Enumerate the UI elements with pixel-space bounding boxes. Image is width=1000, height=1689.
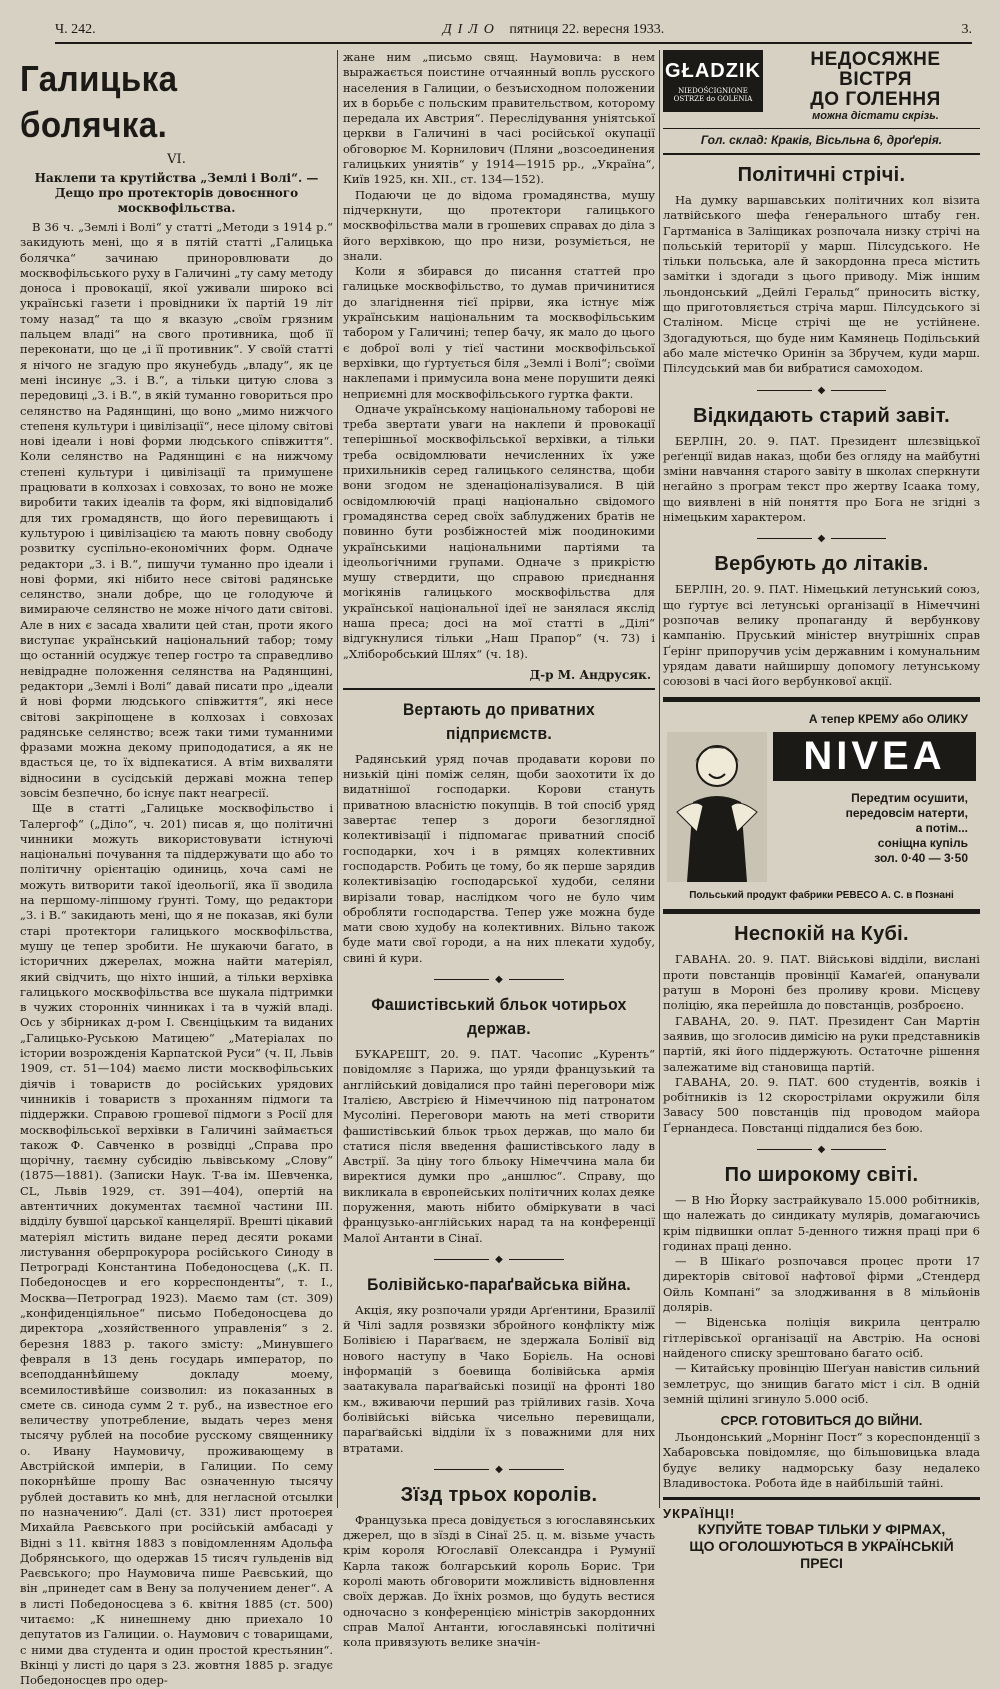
article-title: Галицька болячка. bbox=[20, 58, 178, 145]
headline-three-kings: Зїзд трьох королів. bbox=[400, 1483, 598, 1506]
divider: ◆ bbox=[343, 974, 655, 985]
article-paragraph: В 36 ч. „Землі і Волі“ у статті „Методи з 1914 р.“ закидують мені, що я в пятій статті „Галицька болячка“ зачинаю приноровлювати до москвофільського руху в Галичині „ту саму методу доноса і провокації, якої уживали широко всі українські газети і провідники їх партій 19 літ тому назад“ та що я вказую „своїм грязним пальцем владі“ на свого противника, щоб її переконати, що це „і її противник“. У своїй статті я нічого не згадую про якунебудь „владу“, як це мені інсинує „З. і В.“, а тільки цитую слова з передовиці „З. і В.“, в якій туманно говориться про селянство на Радянщині, що воно „мимо нижчого степеня культури і цивілізації“, несе цілому світові нові ідеали і нові форми людського співжиття“. Коли селянство на Радянщині є на нижчому степені культури і цивілізації та примушене працювати в колхозах і совхозах, то воно не може виробити таких ідеалів та форм, які відповідалиб для тих громадянств, що його перевищають і культурою і цивілізацією та мають повну свободу розвитку суспільно-економічних форм. Одначе редактори „З. і В.“, пишучи туманно про ідеали і нові форми, які нібито несе світові радянське селянство, знали добре, що це голодуюче й вимираюче селянство не може нічого дати світові. Але в них є засада хвалити цей стан, проти якого виступає український національний табор; тому що останній осуджує тепер гостро та справедливо невідрадне положення селянства на Радянщині, редактори „Землі і Волі“ давай писати про „ідеали й нові форми людського співжиття“, які несе світові закріпощене в колхозах і совхозах радянське селянство; всеж таки тими туманними фразами можна декому припододатися, а як не вдасться це, то їх відпекатися. А втім вихваляти відносини в сусідській державі можна тепер зовсім безпечно, бо існує пакт неагресії. bbox=[20, 220, 333, 800]
nivea-top: А тепер КРЕМУ або ОЛИКУ bbox=[808, 712, 968, 727]
headline-fascist-bloc: Фашистівський бльок чотирьох держав. bbox=[371, 995, 627, 1039]
issue-date: пятниця 22. вересня 1933. bbox=[509, 22, 665, 37]
divider bbox=[343, 688, 655, 690]
news-paragraph: БУКАРЕШТ, 20. 9. ПАТ. Часопис „Куренть“ повідомляє з Парижа, що уряди французький та англійський довідалися про тайні переговори між Італією, Австрією й Німеччиною під патронатом Мусоліні. Переговори мають на меті створити фашистівський бльок трьох держав, що мало би статися після введення фашистівського ладу в Австрії. За ціну того бльоку Німеччина мала би виректися думки про „аншлюс“. Справу, що викликала в європейських політичних колах деяке поруження, мають нібито обміркувати в часі французько-англійських нарад та на конференції Малої Антанти в Сінаї. bbox=[343, 1047, 655, 1245]
headline-old-testament: Відкидають старий завіт. bbox=[693, 404, 950, 427]
headline-bolivia-paraguay: Болівійсько-параґвайська війна. bbox=[367, 1274, 631, 1294]
ad-gladzik-address: Гол. склад: Краків, Вісьльна 6, дроґерія. bbox=[700, 133, 943, 147]
ad-gladzik-text: НЕДОСЯЖНЕ ВІСТРЯ ДО ГОЛЕННЯ можна дістати скрізь. bbox=[810, 49, 941, 122]
masthead-center bbox=[175, 22, 932, 38]
column-3 bbox=[663, 49, 980, 1572]
article-paragraph: Ще в статті „Галицьке москвофільство і Талергоф“ („Діло“, ч. 201) писав я, що політичні чинники можуть використовувати істнуючі національні почування та піддержувати що або то політичну орієнтацію одиниць, хоча самі не можуть витворити такої ідеольогії, яка її зводила на першому-ліпшому ґрунті. Тому, що редактори „З. і В.“ закидають мені, що я не показав, які були старі протектори галицького москвофільства, мушу це тепер зробити. Не шукаючи багато, в історичних джерелах, можна найти матеріял, який свідчить, що ніхто інший, а тільки верхівка галицького москвофільства все шукала підтримки в чужих сторонніх чинниках і та в чужій владі. Ось у збірниках д-ром І. Свєнціцьким та виданих „Галицько-Руською Матицею“ „Матеріалах по істории возрожденія Карпатской Руси“ (ч. II, Львів 1909, ст. 51—104) маємо листи москвофільських діячів і товариств до російських урядових чинників і товариств з проханням підмоги та піддержки. Справою грошевої підмоги з Росії для москвофільської верхівки в Галичині займається також Ф. Савченко в розвідці „Справа про щорічну, таємну субсидію львівському „Слову“ (1875—1881). (Записки Наук. Т-ва ім. Шевченка, CL, Львів 1929, ст. 391—404), опертій на автентичних документах таємної частини III. відділу бувшої царської канцелярії. Врешті цікавий матеріял містить видане перед десяти роками листування оберпрокурора російського Синоду в Петрограді Константина Победоносцева („К. П. Победоносцев и его корреспонденты“, т. I., Москва—Петроград 1923). Маємо там (ст. 309) „конфиденціяльное“ письмо Победоносцева до директора „хозяйственного управленія“ з 2. березня 1883 р. такого змісту: „Минувшего февраля в 13 день государь император, по всеподданнѣйшему докладу моему, всемилостивѣйше соизволил: из показанных в смете св. синода сумм 2 т. руб., на известное его величеству употребление, выдать через меня тысячу рублей на пособие русскому священнику о. Ивану Наумовичу, проживающему в Австрійской имперіи, в Галиции. По сему покорнѣйше прошу Вас означенную тысячу рублей доставить ко мнѣ, для негласной отсылки по назначению“. Далі (ст. 331) лист протоєрея Михайла Раєвського при російській амбасаді у Відні з 11. квітня 1883 з повідомленням Адольфа Добрянського, що одержав 15 тисяч гульденів від Раєвського; про Наумовича пише Раєвський, що він „принедет сам в Вену за получением денег“. А в листі Победоносцева з 6. квітня 1885 (ст. 500) читаємо: „К нинешнему дню приехало 10 депутатов из Галиции. о. Наумович с товарищами, с ними два студента и один простой крестьянин“. Вкінці у листі до царя з 23. жовтня 1885 р. згадує Победоносцев про одер- bbox=[20, 801, 334, 1688]
ad-gladzik bbox=[663, 50, 980, 129]
nivea-body bbox=[667, 732, 976, 882]
news-paragraph: БЕРЛІН, 20. 9. ПАТ. Президент шлєзвіцької реґенції видав наказ, щоби без огляду на майбутні зміни навчання старого завіту в школах сперкнути негайно з програм текст про жертву Ісаака тому, що виявлені в ній поняття про Бога не згідні з німецьким характером. bbox=[663, 433, 980, 525]
nivea-right: NIVEA Передтим осушити, передовсім натерти, а потім... соніщна купіль зол. 0·40 — 3·50 bbox=[773, 732, 976, 882]
divider: ◆ bbox=[663, 385, 980, 396]
divider: ◆ bbox=[663, 1144, 980, 1155]
article-lead: Наклепи та крутійства „Землі і Волі“. — Дещо про протекторів довоєнного москвофільства. bbox=[34, 171, 319, 215]
news-paragraph: — В Ню Йорку застрайкувало 15.000 робітників, що належать до синдикату мулярів, домагаючись крім підвишки оплат 5-денного тижня праці при 6 годинах праці денно. bbox=[663, 1192, 980, 1253]
divider: ◆ bbox=[343, 1464, 655, 1475]
nivea-manufacturer: Польський продукт фабрики PEBECO A. C. в Познані bbox=[689, 890, 954, 902]
column-rule bbox=[337, 50, 338, 1508]
news-paragraph: Французька преса довідується з югославянських джерел, що в зїзді в Сінаї 25. ц. м. візьме участь крім короля Югославії Олександра і Румунії Карла також болгарський король Борис. Три королі мають обговорити можливість відновлення своїх держав. До їхніх розмов, що будуть вестися одночасно з конференцією міністрів закордонних справ Малої Антанти, югославянські політичні кола привязують велике значін- bbox=[343, 1512, 655, 1650]
news-paragraph: БЕРЛІН, 20. 9. ПАТ. Німецький летунський союз, що ґуртує всі летунські організації в Німеччині розпочав велику пропаганду й вербункову кампанію. Пруський міністер внутрішніх справ Ґерінг припоручив усім державним і комунальним урядам давати найширшу допомогу летунському союзові в часі його вербункової акції. bbox=[663, 582, 980, 689]
divider: ◆ bbox=[663, 533, 980, 544]
nivea-brand: NIVEA bbox=[773, 732, 976, 781]
gladzik-logo: GŁADZIK NIEDOŚCIGNIONE OSTRZE do GOLENIA bbox=[663, 50, 763, 112]
column-1 bbox=[20, 50, 334, 1688]
divider: ◆ bbox=[343, 1254, 655, 1265]
news-paragraph: — Віденська поліція викрила централю гітлерівської організації на Австрію. На основі найденого списку зрештовано багато осіб. bbox=[663, 1315, 980, 1360]
woman-illustration bbox=[667, 732, 767, 882]
news-paragraph: ГАВАНА. 20. 9. ПАТ. Військові відділи, вислані проти повстанців провінції Камаґей, опанували ратуш в Мороні без проливу крови. Місцеву поліцію, яка перейшла до повстанців, розброєно. bbox=[663, 952, 980, 1013]
page-number: 3. bbox=[961, 22, 972, 37]
news-paragraph: На думку варшавських політичних кол візита латвійського шефа ґенерального штабу ген. Гартманіса в Заліщиках розпочала низку стрічі на польській території у марш. Пілсудського. Не тільки польська, але й закордонна преса містить замітки і здогади з цього приводу. Між іншим льондонський „Дейлі Геральд“ приносить вістку, що приготовляється стріча марш. Пілсудського зі Сталіном. Місце стрічі ще не устійнене. Здогадуються, що буде ним Камянець Подільський або мале містечко Оринін за Збручем, куди марш. Пілсудський мав би вибратися самоходом. bbox=[663, 193, 980, 376]
article-part-number: VI. bbox=[167, 152, 186, 167]
news-paragraph: ГАВАНА, 20. 9. ПАТ. Президент Сан Мартін заявив, що зголосив димісію на руки представників партій, які його піддержують. Остаточне рішення залежатиме від становища партій. bbox=[663, 1013, 980, 1074]
article-paragraph: жане ним „письмо свящ. Наумовича: в нем выражається поистине отчаянный вопль русского населения в Галиции, о безъисходном положении их в борьбе с польским правительством, которому передала их Австрия“. Переслідування уніятської церкви в Галичині в часі російської окупації обговорює М. Корнилович (Пляни „возсоединения галицьких униятів“ у 1914—1915 рр., „Україна“, Київ 1925, кн. XII., ст. 134—152). bbox=[343, 50, 655, 187]
ad-nivea bbox=[663, 697, 980, 914]
article-paragraph: Подаючи це до відома громадянства, мушу підчеркнути, що протектори галицького москвофільства мали в грошевих справах до діла з його верхівкою, що про низи, розуміється, не знали. bbox=[343, 187, 655, 263]
article-paragraph: Одначе українському національному таборові не треба звертати уваги на наклепи й провокації теперішньої москвофільської верхівки, а тільки треба освідомлювати нечисленних їх уже прихильників серед галицького селянства, щоби вони згодом не зденаціоналізувалися. В цій освідомлюючій праці національно свідомого громадянства серед своїх заблуджених братів не повинно бути розбіжностей між поодинокими українськими національними партіями та ідеольогічними групами. Одначе з прикрістю мушу ствердити, що справою приєднання могікянів галицького москвофільства для української національної ідеї не занялася якслід наша преса; досі на мої статті в „Ділі“ відгукнулися тільки „Наш Прапор“ (ч. 73) і „Хліборобський Шлях“ (ч. 18). bbox=[343, 401, 655, 661]
paper-name: ДІЛО bbox=[442, 22, 500, 37]
article-paragraph: Коли я збирався до писання статтей про галицьке москвофільство, то думав причинитися до злагіднення тієї прірви, яка істнує між українським національним та москвофільським табором у Галичині; тепер бачу, як мало до цього є доброї волі у тієї частини москвофільської верхівки, що ґуртується біля „Землі і Волі“; своїми наклепами і примусила вона мене порушити деякі неприємні для москвофільського гуртка факти. bbox=[343, 264, 655, 401]
headline-aviation-recruiting: Вербують до літаків. bbox=[714, 553, 929, 576]
nivea-price: зол. 0·40 — 3·50 bbox=[874, 851, 968, 866]
column-2 bbox=[343, 50, 655, 1650]
news-paragraph: Акція, яку розпочали уряди Арґентини, Бразилії й Чілі задля розвязки збройного конфлікту між Болівією і Параґваєм, не здержала Болівії від нового наступу в Чако Борієль. На основі інформацій з боевища болівійська армія заатакувала параґвайські позиції на фронті 180 км., вживаючи перший раз трійливих газів. Хоча болівійські війська чисельно перевищали, параґвайські відділи їх з поважними для них втратами. bbox=[343, 1302, 655, 1455]
headline-political-meetings: Політичні стрічі. bbox=[737, 164, 906, 186]
news-paragraph: Радянський уряд почав продавати корови по низькій ціні поміж селян, щоби заохотити їх до видатнішої господарки. Корови стануть приватною власністю покупців. В той спосіб уряд завертає тепер з дороги безоглядної колективізації і підпомагає приватний спосіб господарки, хоч і в рямцях колективних господарств. Робить це тому, бо як перше зарядив колективізацію господарської худоби, селяни вирізали товар, наслідком чого не було чим обробляти господарства. Тепер уже можна буде мати свою худобу на колективних. Вільно також буде мати свої городи, а на них плекати худобу, свині й кури. bbox=[343, 751, 655, 965]
notice-buy-ukrainian: УКРАЇНЦІ! КУПУЙТЕ ТОВАР ТІЛЬКИ У ФІРМАХ, ЩО ОГОЛОШУЮТЬСЯ В УКРАЇНСЬКІЙ ПРЕСІ bbox=[663, 1497, 980, 1572]
news-paragraph: ГАВАНА, 20. 9. ПАТ. 600 студентів, вояків і робітників із 12 скорострілами окружили біля Завасу 500 повстанців під проводом майора Ґернандеса. Повстанці піддалися без бою. bbox=[663, 1074, 980, 1135]
news-paragraph: — Китайську провінцію Шеґуан навістив сильний землетрус, що знищив багато міст і сіл. В одній земній щілині згинуло 5.000 осіб. bbox=[663, 1361, 980, 1406]
masthead bbox=[55, 18, 972, 44]
headline-cuba: Неспокій на Кубі. bbox=[734, 923, 909, 946]
headline-wide-world: По широкому світі. bbox=[724, 1163, 919, 1186]
news-paragraph: Льондонський „Морнінг Пост“ з кореспонденції з Хабаровська повідомляє, що більшовицька влада будує велику надморську базу недалеко Владивостока. Робота йде в найбільшій тайні. bbox=[663, 1430, 980, 1491]
headline-private-enterprise: Вертають до приватних підприємств. bbox=[402, 699, 596, 743]
article-signature: Д-р М. Андрусяк. bbox=[529, 667, 651, 682]
subheadline-ussr: СРСР. ГОТОВИТЬСЯ ДО ВІЙНИ. bbox=[720, 1413, 923, 1429]
column-rule bbox=[659, 50, 660, 1508]
issue-number: Ч. 242. bbox=[55, 22, 96, 37]
news-paragraph: — В Шікаґо розпочався процес проти 17 директорів світової нафтової фірми „Стендерд Ойль Компані“ за злодживання в 8 мільйонів долярів. bbox=[663, 1254, 980, 1315]
divider bbox=[663, 153, 980, 155]
